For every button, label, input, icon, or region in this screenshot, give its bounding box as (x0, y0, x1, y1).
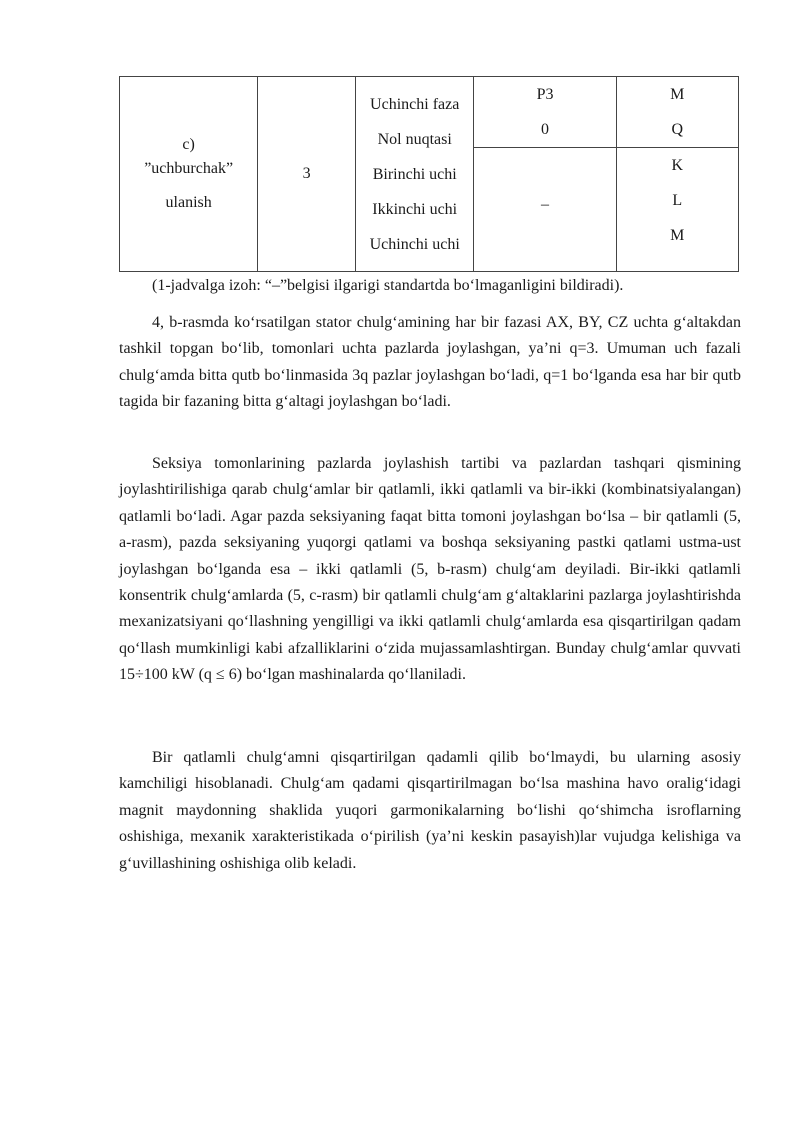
terminal-name: Birinchi uchi (372, 165, 457, 183)
old-marking: P3 (536, 86, 554, 103)
paragraph: Seksiya tomonlarining pazlarda joylashish tartibi va pazlardan tashqari qismining joylashtirilishiga qarab chulg‘amlar bir qatlamli, ikki qatlamli va bir-ikki (kombinatsiyalangan) qatlamli bo‘ladi. Agar pazda seksiyaning faqat bitta tomoni joylashgan bo‘lsa – bir qatlamli (5, a-rasm), pazda seksiyaning yuqorgi qatlami va boshqa seksiyaning pastki qatlami ustma-ust joylashgan bo‘lganda esa – ikki qatlamli (5, b-rasm) chulg‘am deyiladi. Bir-ikki qatlamli konsentrik chulg‘amlarda (5, c-rasm) bir qatlamli chulg‘am g‘altaklarini pazlarga joylashtirishda mexanizatsiyani qo‘llashning yengilligi va ikki qatlamli chulg‘amlarda esa qisqartirilgan qadam qo‘llash mumkinligi kabi afzalliklarini o‘zida mujassamlashtirgan. Bunday chulg‘amlar quvvati 15÷100 kW (q ≤ 6) bo‘lgan mashinalarda qo‘llaniladi. (119, 455, 741, 684)
terminal-name: Uchinchi faza (370, 95, 460, 113)
table-footnote: (1-jadvalga izoh: “–”belgisi ilgarigi standartda bo‘lmaganligini bildiradi). (152, 277, 624, 294)
terminal-names-cell (355, 77, 474, 272)
new-marking-top-cell (616, 77, 738, 148)
old-marking-dash-cell (474, 148, 616, 272)
connection-type-line: ”uchburchak” (144, 160, 234, 177)
new-marking: Q (671, 121, 684, 138)
old-marking-top-cell (474, 77, 616, 148)
terminal-name: Nol nuqtasi (377, 130, 452, 148)
old-marking-dash: – (541, 195, 550, 213)
terminal-name: Uchinchi uchi (369, 235, 460, 253)
connection-type-line: ulanish (165, 194, 212, 211)
new-marking: K (671, 157, 684, 174)
new-marking-bottom-cell (616, 148, 738, 272)
connection-type-line: c) (182, 136, 195, 153)
new-marking: M (670, 227, 685, 244)
new-marking: M (670, 86, 685, 103)
paragraph: 4, b-rasmda ko‘rsatilgan stator chulg‘amining har bir fazasi AX, BY, CZ uchta g‘altakdan tashkil topgan bo‘lib, tomonlari uchta pazlarda joylashgan, ya’ni q=3. Umuman uch fazali chulg‘amda bitta qutb bo‘linmasida 3q pazlar joylashgan bo‘ladi, q=1 bo‘lganda esa har bir qutb tagida bir fazaning bitta g‘altagi joylashgan bo‘ladi. (119, 314, 741, 411)
new-marking: L (672, 192, 683, 209)
old-marking: 0 (541, 121, 550, 138)
paragraph: Bir qatlamli chulg‘amni qisqartirilgan qadamli qilib bo‘lmaydi, bu ularning asosiy kamchiligi hisoblanadi. Chulg‘am qadami qisqartirilmagan bo‘lsa mashina havo oralig‘idagi magnit maydonning shaklida yuqori garmonikalarning bo‘lishi qo‘shimcha isroflarning oshishiga, mexanik xarakteristikada o‘pirilish (ya’ni keskin pasayish)lar vujudga kelishiga va g‘uvillashining oshishiga olib keladi. (119, 749, 741, 872)
phase-marking-table (119, 76, 739, 272)
terminal-name: Ikkinchi uchi (372, 200, 458, 218)
phase-count-cell: 3 (258, 77, 356, 272)
connection-type-cell (120, 77, 258, 272)
